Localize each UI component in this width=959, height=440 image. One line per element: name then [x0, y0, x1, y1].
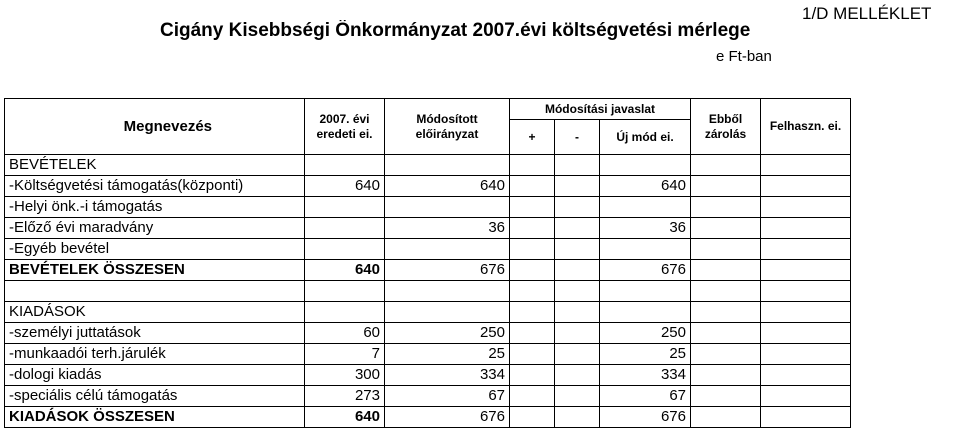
col-header-modified: Módosított előirányzat: [385, 99, 510, 155]
col-header-original: 2007. évi eredeti ei.: [305, 99, 385, 155]
page-title: Cigány Kisebbségi Önkormányzat 2007.évi költségvetési mérlege: [160, 20, 751, 41]
cell-new: 250: [600, 323, 691, 344]
cell-new: 67: [600, 386, 691, 407]
cell-new: 25: [600, 344, 691, 365]
cell-original: 640: [305, 260, 385, 281]
cell-modified: [385, 239, 510, 260]
cell-minus: [555, 218, 600, 239]
section-heading-revenues: BEVÉTELEK: [5, 155, 305, 176]
cell-original: 300: [305, 365, 385, 386]
col-header-minus: -: [555, 120, 600, 155]
cell-new: 676: [600, 260, 691, 281]
table-row: [5, 239, 851, 260]
col-header-proposal: Módosítási javaslat: [510, 99, 691, 120]
table-row: [5, 323, 851, 344]
total-label: BEVÉTELEK ÖSSZESEN: [5, 260, 305, 281]
col-header-plus: +: [510, 120, 555, 155]
cell-new: [600, 239, 691, 260]
cell-modified: 250: [385, 323, 510, 344]
cell-modified: 67: [385, 386, 510, 407]
col-header-frozen: Ebből zárolás: [691, 99, 761, 155]
cell-modified: [385, 197, 510, 218]
table-row: [5, 365, 851, 386]
cell-original: [305, 239, 385, 260]
unit-label: e Ft-ban: [716, 48, 772, 65]
cell-plus: [510, 197, 555, 218]
cell-modified: 676: [385, 407, 510, 428]
col-header-name: Megnevezés: [5, 99, 305, 155]
cell-modified: 36: [385, 218, 510, 239]
row-label: -dologi kiadás: [5, 365, 305, 386]
row-label: -Költségvetési támogatás(központi): [5, 176, 305, 197]
total-row: [5, 407, 851, 428]
table-row: [5, 176, 851, 197]
cell-original: 60: [305, 323, 385, 344]
cell-new: [600, 197, 691, 218]
cell-minus: [555, 239, 600, 260]
section-heading-expenses: KIADÁSOK: [5, 302, 305, 323]
section-row: [5, 155, 851, 176]
cell-plus: [510, 176, 555, 197]
budget-table: [4, 98, 851, 428]
cell-plus: [510, 239, 555, 260]
section-row: [5, 302, 851, 323]
cell-new: 334: [600, 365, 691, 386]
cell-minus: [555, 197, 600, 218]
cell-original: 273: [305, 386, 385, 407]
cell-modified: 640: [385, 176, 510, 197]
total-label: KIADÁSOK ÖSSZESEN: [5, 407, 305, 428]
cell-new: 676: [600, 407, 691, 428]
row-label: -Helyi önk.-i támogatás: [5, 197, 305, 218]
col-header-new: Új mód ei.: [600, 120, 691, 155]
row-label: -munkaadói terh.járulék: [5, 344, 305, 365]
cell-original: 640: [305, 176, 385, 197]
cell-plus: [510, 218, 555, 239]
cell-new: 36: [600, 218, 691, 239]
row-label: -speciális célú támogatás: [5, 386, 305, 407]
table-row: [5, 197, 851, 218]
table-row: [5, 386, 851, 407]
col-header-used: Felhaszn. ei.: [761, 99, 851, 155]
cell-modified: 334: [385, 365, 510, 386]
row-label: -Előző évi maradvány: [5, 218, 305, 239]
annex-label: 1/D MELLÉKLET: [802, 4, 932, 23]
cell-original: 7: [305, 344, 385, 365]
header-row-1: [5, 99, 851, 120]
cell-modified: 676: [385, 260, 510, 281]
cell-original: [305, 197, 385, 218]
cell-modified: 25: [385, 344, 510, 365]
total-row: [5, 260, 851, 281]
cell-original: 640: [305, 407, 385, 428]
cell-new: 640: [600, 176, 691, 197]
spacer-row: [5, 281, 851, 302]
row-label: -Egyéb bevétel: [5, 239, 305, 260]
cell-minus: [555, 176, 600, 197]
row-label: -személyi juttatások: [5, 323, 305, 344]
table-row: [5, 344, 851, 365]
table-row: [5, 218, 851, 239]
cell-original: [305, 218, 385, 239]
